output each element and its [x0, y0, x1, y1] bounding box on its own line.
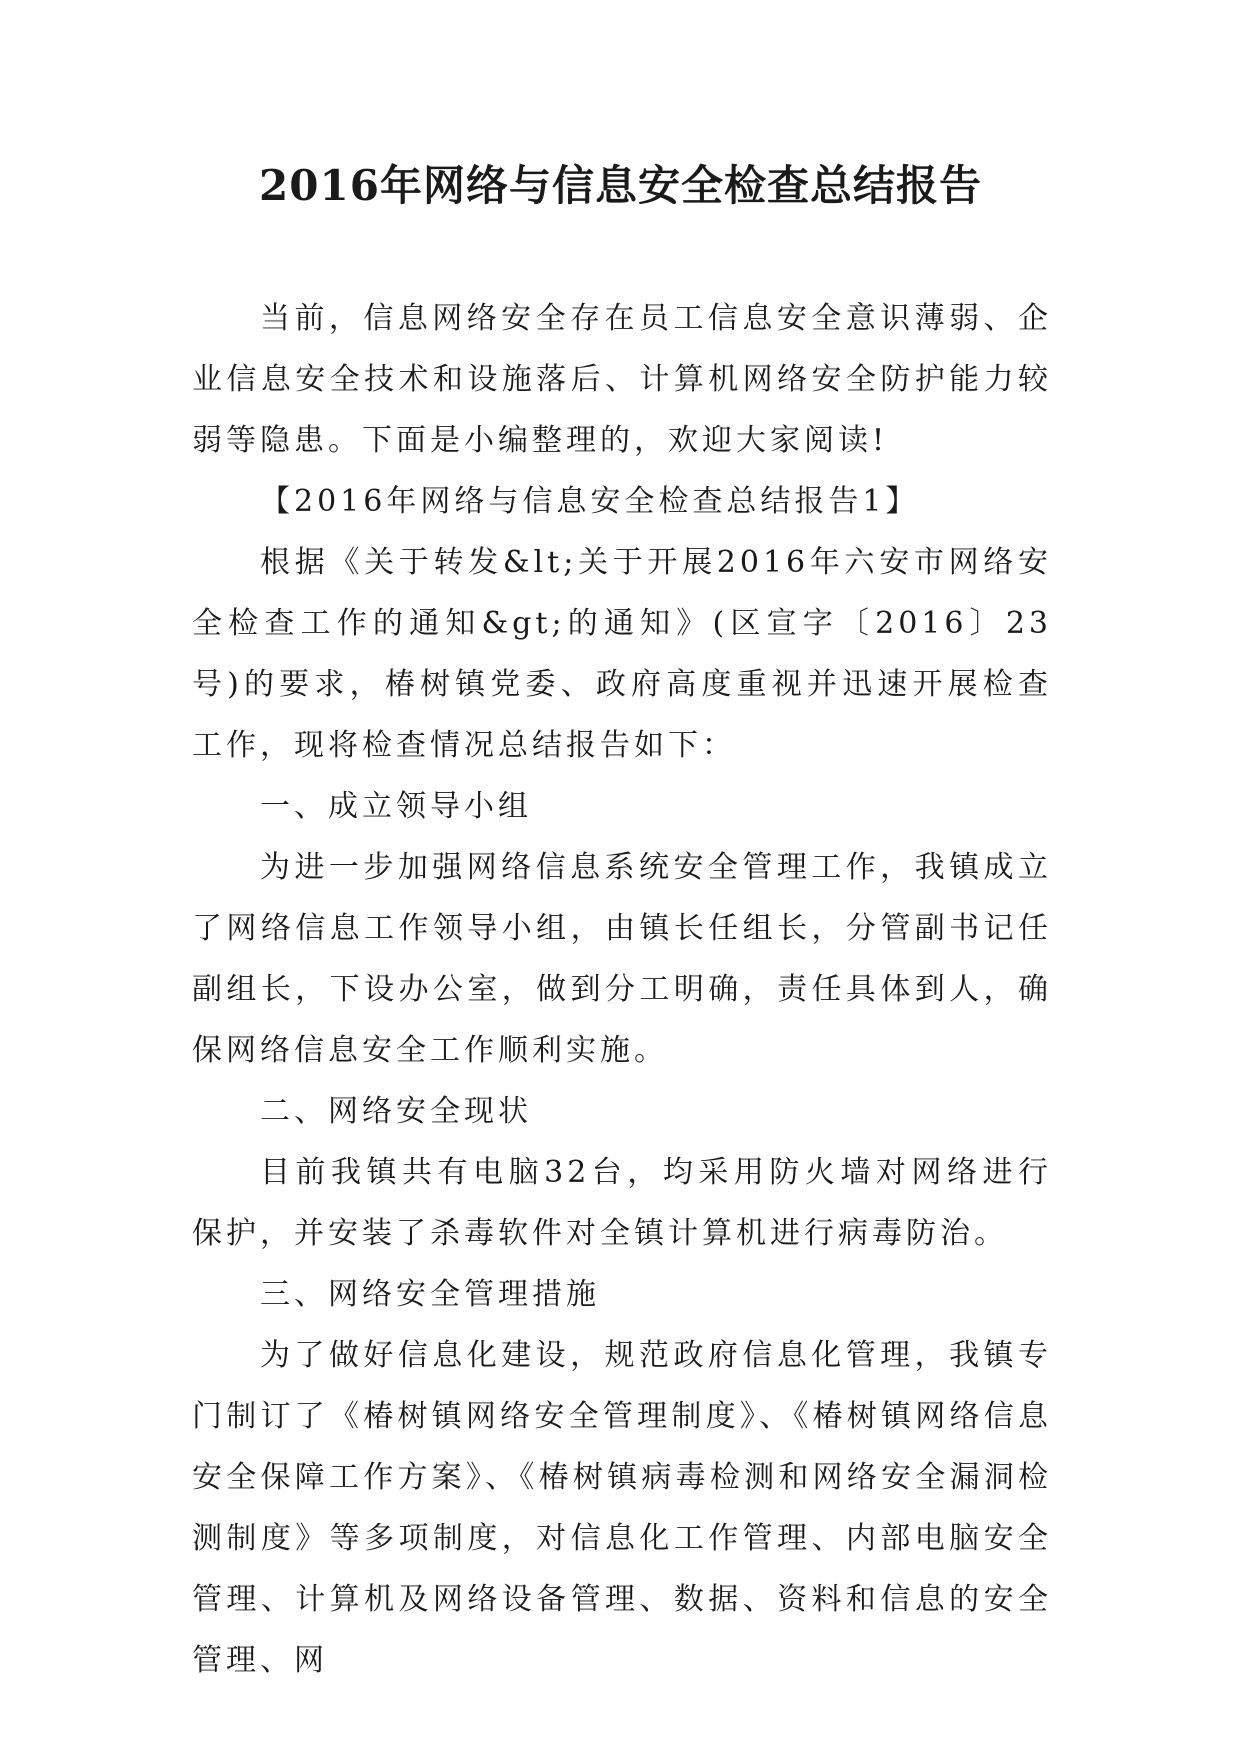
paragraph-status: 目前我镇共有电脑32台，均采用防火墙对网络进行保护，并安装了杀毒软件对全镇计算机进行病毒防治。 [192, 1155, 1052, 1251]
section-heading-1: 一、成立领导小组 [260, 789, 532, 824]
paragraph-basis: 根据《关于转发&lt;关于开展2016年六安市网络安全检查工作的通知&gt;的通知》(区宣字〔2016〕23号)的要求，椿树镇党委、政府高度重视并迅速开展检查工作，现将检查情况总结报告如下： [192, 545, 1052, 763]
document-body [192, 288, 1052, 1691]
paragraph-measures: 为了做好信息化建设，规范政府信息化管理，我镇专门制订了《椿树镇网络安全管理制度》、《椿树镇网络信息安全保障工作方案》、《椿树镇病毒检测和网络安全漏洞检测制度》等多项制度，对信息化工作管理、内部电脑安全管理、计算机及网络设备管理、数据、资料和信息的安全管理、网 [192, 1338, 1052, 1678]
section-heading-2: 二、网络安全现状 [260, 1094, 532, 1129]
paragraph-leadership: 为进一步加强网络信息系统安全管理工作，我镇成立了网络信息工作领导小组，由镇长任组长，分管副书记任副组长，下设办公室，做到分工明确，责任具体到人，确保网络信息安全工作顺利实施。 [192, 850, 1052, 1068]
document-title: 2016年网络与信息安全检查总结报告 [259, 161, 982, 210]
section-heading-report-1: 【2016年网络与信息安全检查总结报告1】 [260, 484, 920, 519]
paragraph-intro: 当前，信息网络安全存在员工信息安全意识薄弱、企业信息安全技术和设施落后、计算机网络安全防护能力较弱等隐患。下面是小编整理的，欢迎大家阅读! [192, 301, 1052, 458]
section-heading-3: 三、网络安全管理措施 [260, 1277, 600, 1312]
